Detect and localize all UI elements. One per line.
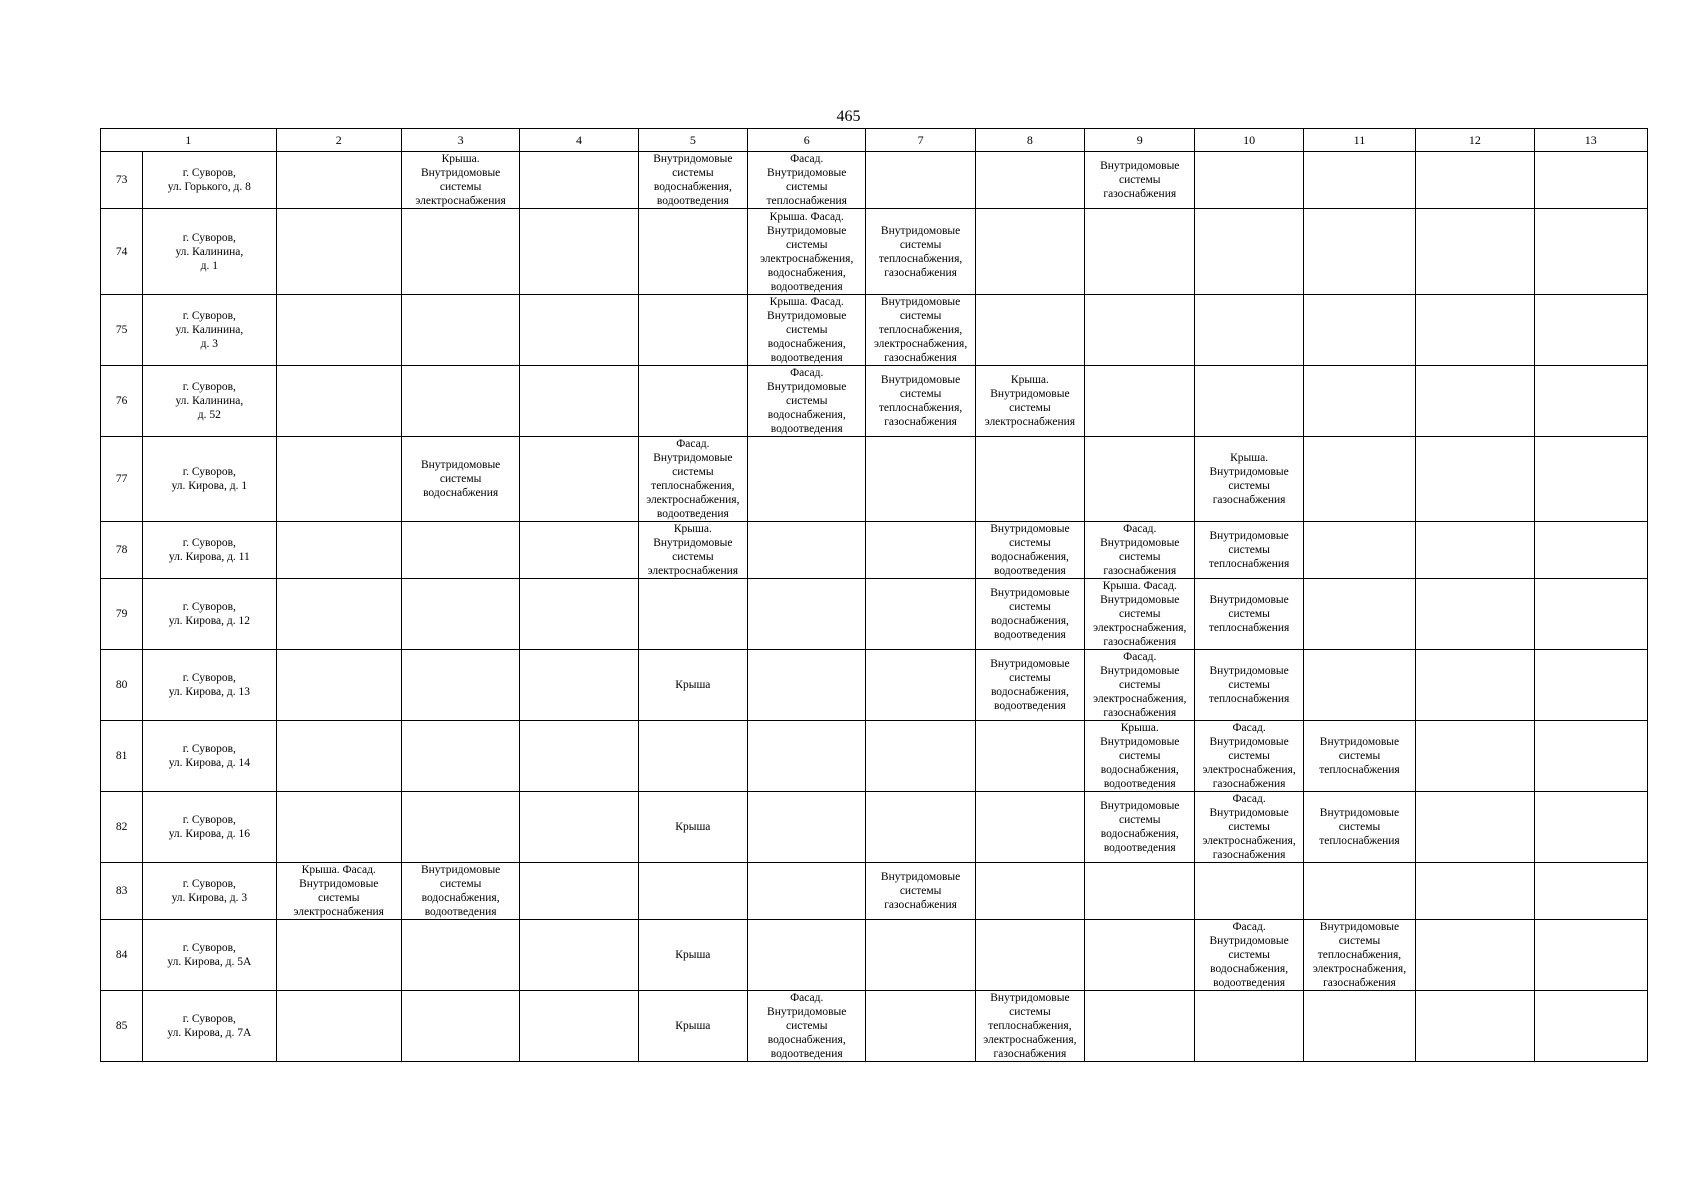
work-cell [1085,366,1195,437]
row-number: 80 [101,650,143,721]
work-cell [520,366,638,437]
work-cell [401,579,519,650]
work-cell [638,579,747,650]
work-cell [1416,579,1534,650]
work-cell [1085,295,1195,366]
work-cell: Фасад. Внутридомовые системы электроснабжения, газоснабжения [1195,721,1303,792]
work-cell: Фасад. Внутридомовые системы электроснабжения, газоснабжения [1195,792,1303,863]
work-cell: Крыша. Фасад. Внутридомовые системы электроснабжения, газоснабжения [1085,579,1195,650]
row-number: 84 [101,920,143,991]
row-number: 75 [101,295,143,366]
work-cell: Фасад. Внутридомовые системы водоснабжения, водоотведения [1195,920,1303,991]
work-cell [520,991,638,1062]
work-cell [520,209,638,295]
work-cell [866,579,975,650]
work-cell [866,650,975,721]
work-cell [866,920,975,991]
work-cell: Внутридомовые системы теплоснабжения [1303,792,1415,863]
address-cell: г. Суворов, ул. Кирова, д. 1 [143,437,276,522]
work-cell: Фасад. Внутридомовые системы теплоснабжения, электроснабжения, водоотведения [638,437,747,522]
work-cell: Внутридомовые системы водоснабжения, водоотведения [401,863,519,920]
row-number: 85 [101,991,143,1062]
row-number: 81 [101,721,143,792]
table-row [101,792,1648,863]
column-header: 11 [1303,129,1415,152]
work-cell [1416,209,1534,295]
work-cell [866,152,975,209]
work-cell [1303,650,1415,721]
work-cell [866,437,975,522]
work-cell [748,650,866,721]
column-header: 12 [1416,129,1534,152]
work-cell [1534,366,1647,437]
work-cell [1416,437,1534,522]
work-cell: Крыша. Внутридомовые системы электроснабжения [638,522,747,579]
work-cell: Крыша [638,920,747,991]
work-cell [1303,991,1415,1062]
work-cell [748,920,866,991]
work-cell [1534,863,1647,920]
table-row [101,152,1648,209]
work-cell [1416,522,1534,579]
work-cell [276,579,401,650]
work-cell [975,209,1084,295]
address-cell: г. Суворов, ул. Кирова, д. 14 [143,721,276,792]
column-header: 8 [975,129,1084,152]
work-cell [276,650,401,721]
work-cell [1416,991,1534,1062]
work-cell [748,792,866,863]
work-cell [1534,209,1647,295]
work-cell [1534,792,1647,863]
work-cell: Крыша [638,991,747,1062]
work-cell [520,295,638,366]
work-cell [1195,152,1303,209]
address-cell: г. Суворов, ул. Калинина, д. 1 [143,209,276,295]
work-cell [276,920,401,991]
address-cell: г. Суворов, ул. Кирова, д. 12 [143,579,276,650]
work-cell [748,579,866,650]
work-cell [748,522,866,579]
work-cell: Внутридомовые системы водоснабжения, водоотведения [975,579,1084,650]
address-cell: г. Суворов, ул. Кирова, д. 13 [143,650,276,721]
row-number: 73 [101,152,143,209]
work-cell [520,920,638,991]
work-cell [520,650,638,721]
work-cell [276,522,401,579]
address-cell: г. Суворов, ул. Горького, д. 8 [143,152,276,209]
table-body [101,152,1648,1062]
work-cell: Фасад. Внутридомовые системы электроснабжения, газоснабжения [1085,650,1195,721]
work-cell: Внутридомовые системы теплоснабжения, электроснабжения, газоснабжения [975,991,1084,1062]
work-cell: Внутридомовые системы газоснабжения [1085,152,1195,209]
work-cell [520,522,638,579]
work-cell [1416,152,1534,209]
column-header: 3 [401,129,519,152]
work-cell [1303,152,1415,209]
table-row [101,991,1648,1062]
work-cell: Фасад. Внутридомовые системы водоснабжения, водоотведения [748,991,866,1062]
table-row [101,437,1648,522]
work-cell [520,863,638,920]
work-cell [638,721,747,792]
row-number: 78 [101,522,143,579]
work-cell [975,721,1084,792]
table-row [101,650,1648,721]
work-cell [401,721,519,792]
work-cell [1416,366,1534,437]
table-row [101,295,1648,366]
work-cell [1195,366,1303,437]
work-cell [975,437,1084,522]
work-cell [401,295,519,366]
table-row [101,366,1648,437]
work-cell [401,366,519,437]
column-header: 13 [1534,129,1647,152]
row-number: 74 [101,209,143,295]
work-cell [748,721,866,792]
work-cell [401,792,519,863]
work-cell [276,721,401,792]
work-cell [401,522,519,579]
work-cell [1195,295,1303,366]
work-cell [401,920,519,991]
work-cell [1303,437,1415,522]
table-row [101,920,1648,991]
work-cell: Крыша. Фасад. Внутридомовые системы водоснабжения, водоотведения [748,295,866,366]
address-cell: г. Суворов, ул. Кирова, д. 11 [143,522,276,579]
row-number: 77 [101,437,143,522]
work-cell [1303,295,1415,366]
address-cell: г. Суворов, ул. Кирова, д. 16 [143,792,276,863]
work-cell [520,792,638,863]
column-header: 9 [1085,129,1195,152]
page-number: 465 [836,108,861,125]
work-cell [748,863,866,920]
work-cell: Внутридомовые системы водоснабжения, водоотведения [975,522,1084,579]
column-header: 7 [866,129,975,152]
work-cell [276,991,401,1062]
work-cell [1303,209,1415,295]
work-cell: Крыша. Внутридомовые системы газоснабжения [1195,437,1303,522]
row-number: 83 [101,863,143,920]
work-cell [520,579,638,650]
column-header: 1 [101,129,277,152]
work-cell [1534,650,1647,721]
work-cell: Крыша. Фасад. Внутридомовые системы электроснабжения [276,863,401,920]
table-row [101,863,1648,920]
work-cell [1195,209,1303,295]
address-cell: г. Суворов, ул. Кирова, д. 5А [143,920,276,991]
work-cell: Крыша. Внутридомовые системы водоснабжения, водоотведения [1085,721,1195,792]
work-cell [1085,991,1195,1062]
work-cell [1416,721,1534,792]
column-header: 2 [276,129,401,152]
table-row [101,522,1648,579]
work-cell [1416,792,1534,863]
work-cell: Крыша. Внутридомовые системы электроснабжения [401,152,519,209]
work-cell [866,522,975,579]
work-cell [975,152,1084,209]
work-cell: Внутридомовые системы водоснабжения, водоотведения [975,650,1084,721]
work-cell: Крыша. Фасад. Внутридомовые системы электроснабжения, водоснабжения, водоотведения [748,209,866,295]
work-cell: Фасад. Внутридомовые системы теплоснабжения [748,152,866,209]
work-cell: Фасад. Внутридомовые системы водоснабжения, водоотведения [748,366,866,437]
address-cell: г. Суворов, ул. Калинина, д. 52 [143,366,276,437]
work-cell [866,792,975,863]
work-cell [401,209,519,295]
table-row [101,721,1648,792]
table-row [101,209,1648,295]
work-cell [276,437,401,522]
work-cell: Внутридомовые системы теплоснабжения, электроснабжения, газоснабжения [1303,920,1415,991]
work-cell [1195,991,1303,1062]
column-header: 4 [520,129,638,152]
work-cell: Внутридомовые системы теплоснабжения, электроснабжения, газоснабжения [866,295,975,366]
work-cell [866,721,975,792]
column-header: 10 [1195,129,1303,152]
work-cell [1416,920,1534,991]
work-cell [1534,579,1647,650]
work-cell [276,295,401,366]
work-cell [1534,991,1647,1062]
address-cell: г. Суворов, ул. Кирова, д. 3 [143,863,276,920]
work-cell: Внутридомовые системы водоснабжения, водоотведения [1085,792,1195,863]
work-cell [520,152,638,209]
work-cell: Внутридомовые системы водоснабжения [401,437,519,522]
work-cell [1085,863,1195,920]
work-cell: Внутридомовые системы теплоснабжения [1303,721,1415,792]
work-cell [638,209,747,295]
row-number: 82 [101,792,143,863]
work-cell: Фасад. Внутридомовые системы газоснабжения [1085,522,1195,579]
schedule-table [100,128,1648,1062]
work-cell [975,920,1084,991]
work-cell [975,792,1084,863]
work-cell [1416,650,1534,721]
work-cell [1085,209,1195,295]
work-cell [1303,863,1415,920]
work-cell [1416,863,1534,920]
work-cell: Внутридомовые системы теплоснабжения [1195,522,1303,579]
work-cell [1534,721,1647,792]
work-cell: Крыша. Внутридомовые системы электроснабжения [975,366,1084,437]
header-row [101,129,1648,152]
work-cell [1085,920,1195,991]
work-cell [1195,863,1303,920]
work-cell: Внутридомовые системы теплоснабжения, газоснабжения [866,366,975,437]
address-cell: г. Суворов, ул. Калинина, д. 3 [143,295,276,366]
work-cell [1303,366,1415,437]
column-header: 6 [748,129,866,152]
work-cell: Внутридомовые системы теплоснабжения [1195,650,1303,721]
work-cell [1534,920,1647,991]
work-cell: Внутридомовые системы газоснабжения [866,863,975,920]
work-cell: Крыша [638,650,747,721]
work-cell [748,437,866,522]
work-cell [638,295,747,366]
work-cell [1303,579,1415,650]
work-cell: Внутридомовые системы теплоснабжения [1195,579,1303,650]
work-cell [1085,437,1195,522]
row-number: 79 [101,579,143,650]
work-cell [520,437,638,522]
work-cell [276,209,401,295]
work-cell [276,152,401,209]
work-cell [1534,295,1647,366]
work-cell [401,991,519,1062]
work-cell [520,721,638,792]
work-cell [975,863,1084,920]
work-cell [1416,295,1534,366]
work-cell: Внутридомовые системы теплоснабжения, газоснабжения [866,209,975,295]
work-cell [276,366,401,437]
work-cell [1303,522,1415,579]
work-cell: Внутридомовые системы водоснабжения, водоотведения [638,152,747,209]
work-cell [638,366,747,437]
address-cell: г. Суворов, ул. Кирова, д. 7А [143,991,276,1062]
work-cell: Крыша [638,792,747,863]
table-row [101,579,1648,650]
work-cell [1534,437,1647,522]
work-cell [638,863,747,920]
work-cell [1534,522,1647,579]
work-cell [866,991,975,1062]
work-cell [401,650,519,721]
work-cell [1534,152,1647,209]
column-header: 5 [638,129,747,152]
work-cell [276,792,401,863]
work-cell [975,295,1084,366]
row-number: 76 [101,366,143,437]
